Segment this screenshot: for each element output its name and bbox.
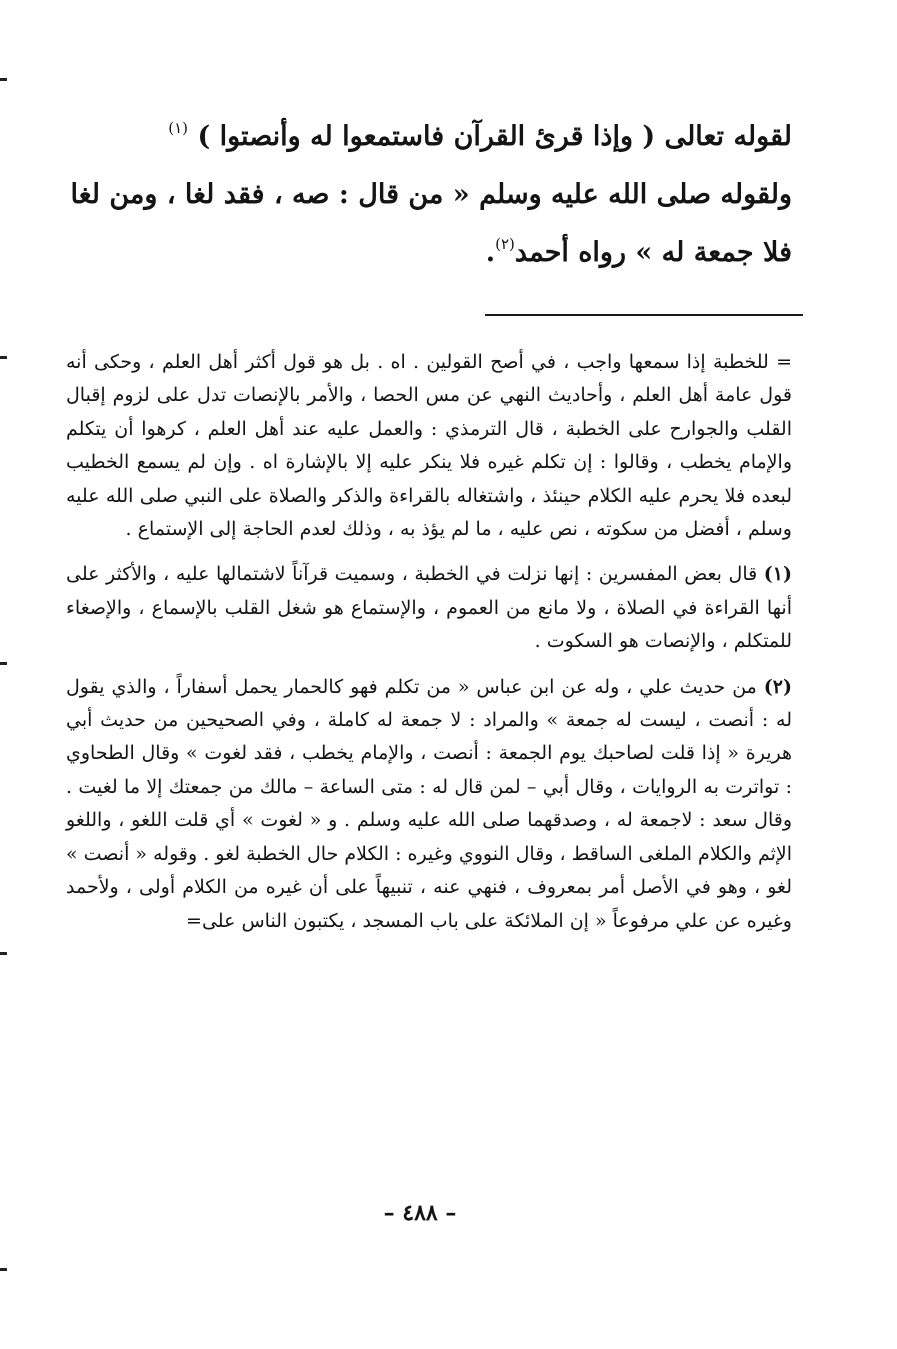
footnote-1	[66, 558, 792, 658]
scan-edge-mark	[0, 78, 7, 81]
scan-edge-mark	[0, 356, 7, 359]
footnote-2-text: من حديث علي ، وله عن ابن عباس « من تكلم فهو كالحمار يحمل أسفاراً ، والذي يقول له : أنصت ، ليست له جمعة » والمراد : لا جمعة له كاملة ، وفي الصحيحين من حديث أبي هريرة « إذا قلت لصاحبك يوم الجمعة : أنصت ، والإمام يخطب ، فقد لغوت » وقال الطحاوي : تواترت به الروايات ، وقال أبي – لمن قال له : متى الساعة – مالك من جمعتك إلا ما لغيت . وقال سعد : لاجمعة له ، وصدقهما صلى الله عليه وسلم . و « لغوت » أي قلت اللغو ، واللغو الإثم والكلام الملغى الساقط ، وقال النووي وغيره : الكلام حال الخطبة لغو . وقوله « أنصت » لغو ، وهو في الأصل أمر بمعروف ، فنهي عنه ، تنبيهاً على أن غيره من الكلام أولى ، ولأحمد وغيره عن علي مرفوعاً « إن الملائكة على باب المسجد ، يكتبون الناس على=	[66, 675, 792, 932]
scan-edge-mark	[0, 1268, 7, 1271]
scan-edge-mark	[0, 662, 7, 665]
footnote-ref-1[interactable]: (١)	[168, 119, 189, 137]
footnote-2	[66, 671, 792, 938]
main-line-3: فلا جمعة له » رواه أحمد$^{(٢)}$.	[485, 235, 792, 268]
scan-edge-mark	[0, 952, 7, 955]
footnote-ref-2[interactable]: (٢)	[495, 235, 515, 253]
footnote-1-text: قال بعض المفسرين : إنها نزلت في الخطبة ، وسميت قرآناً لاشتمالها عليه ، والأكثر على أنها القراءة في الصلاة ، ولا مانع من العموم ، والإستماع هو شغل القلب بالإسماع ، والإصغاء للمتكلم ، والإنصات هو السكوت .	[66, 563, 792, 653]
footnotes	[66, 346, 792, 938]
main-line-1: لقوله تعالى ( وإذا قرئ القرآن فاستمعوا له وأنصتوا ) $^{(١)}$	[168, 119, 792, 152]
main-text	[66, 108, 792, 282]
footnote-2-number: (٢)	[763, 675, 792, 698]
footnote-continuation: = للخطبة إذا سمعها واجب ، في أصح القولين . اه . بل هو قول أكثر أهل العلم ، وحكى أنه قول عامة أهل العلم ، وأحاديث النهي عن مس الحصا ، والأمر بالإنصات تدل على لزوم إقبال القلب والجوارح على الخطبة ، قال الترمذي : والعمل عليه عند أهل العلم ، كرهوا أن يتكلم والإمام يخطب ، وقالوا : إن تكلم غيره فلا ينكر عليه إلا بالإشارة اه . وإن لم يسمع الخطيب لبعده فلا يحرم عليه الكلام حينئذ ، واشتغاله بالقراءة والذكر والصلاة على النبي صلى الله عليه وسلم ، أفضل من سكوته ، نص عليه ، ما لم يؤذ به ، وذلك لعدم الحاجة إلى الإستماع .	[66, 351, 792, 541]
page-number: – ٤٨٨ –	[383, 1200, 457, 1226]
footnote-1-number: (١)	[763, 563, 792, 586]
footnote-divider	[485, 314, 803, 316]
main-line-2: ولقوله صلى الله عليه وسلم « من قال : صه ، فقد لغا ، ومن لغا	[70, 179, 792, 210]
